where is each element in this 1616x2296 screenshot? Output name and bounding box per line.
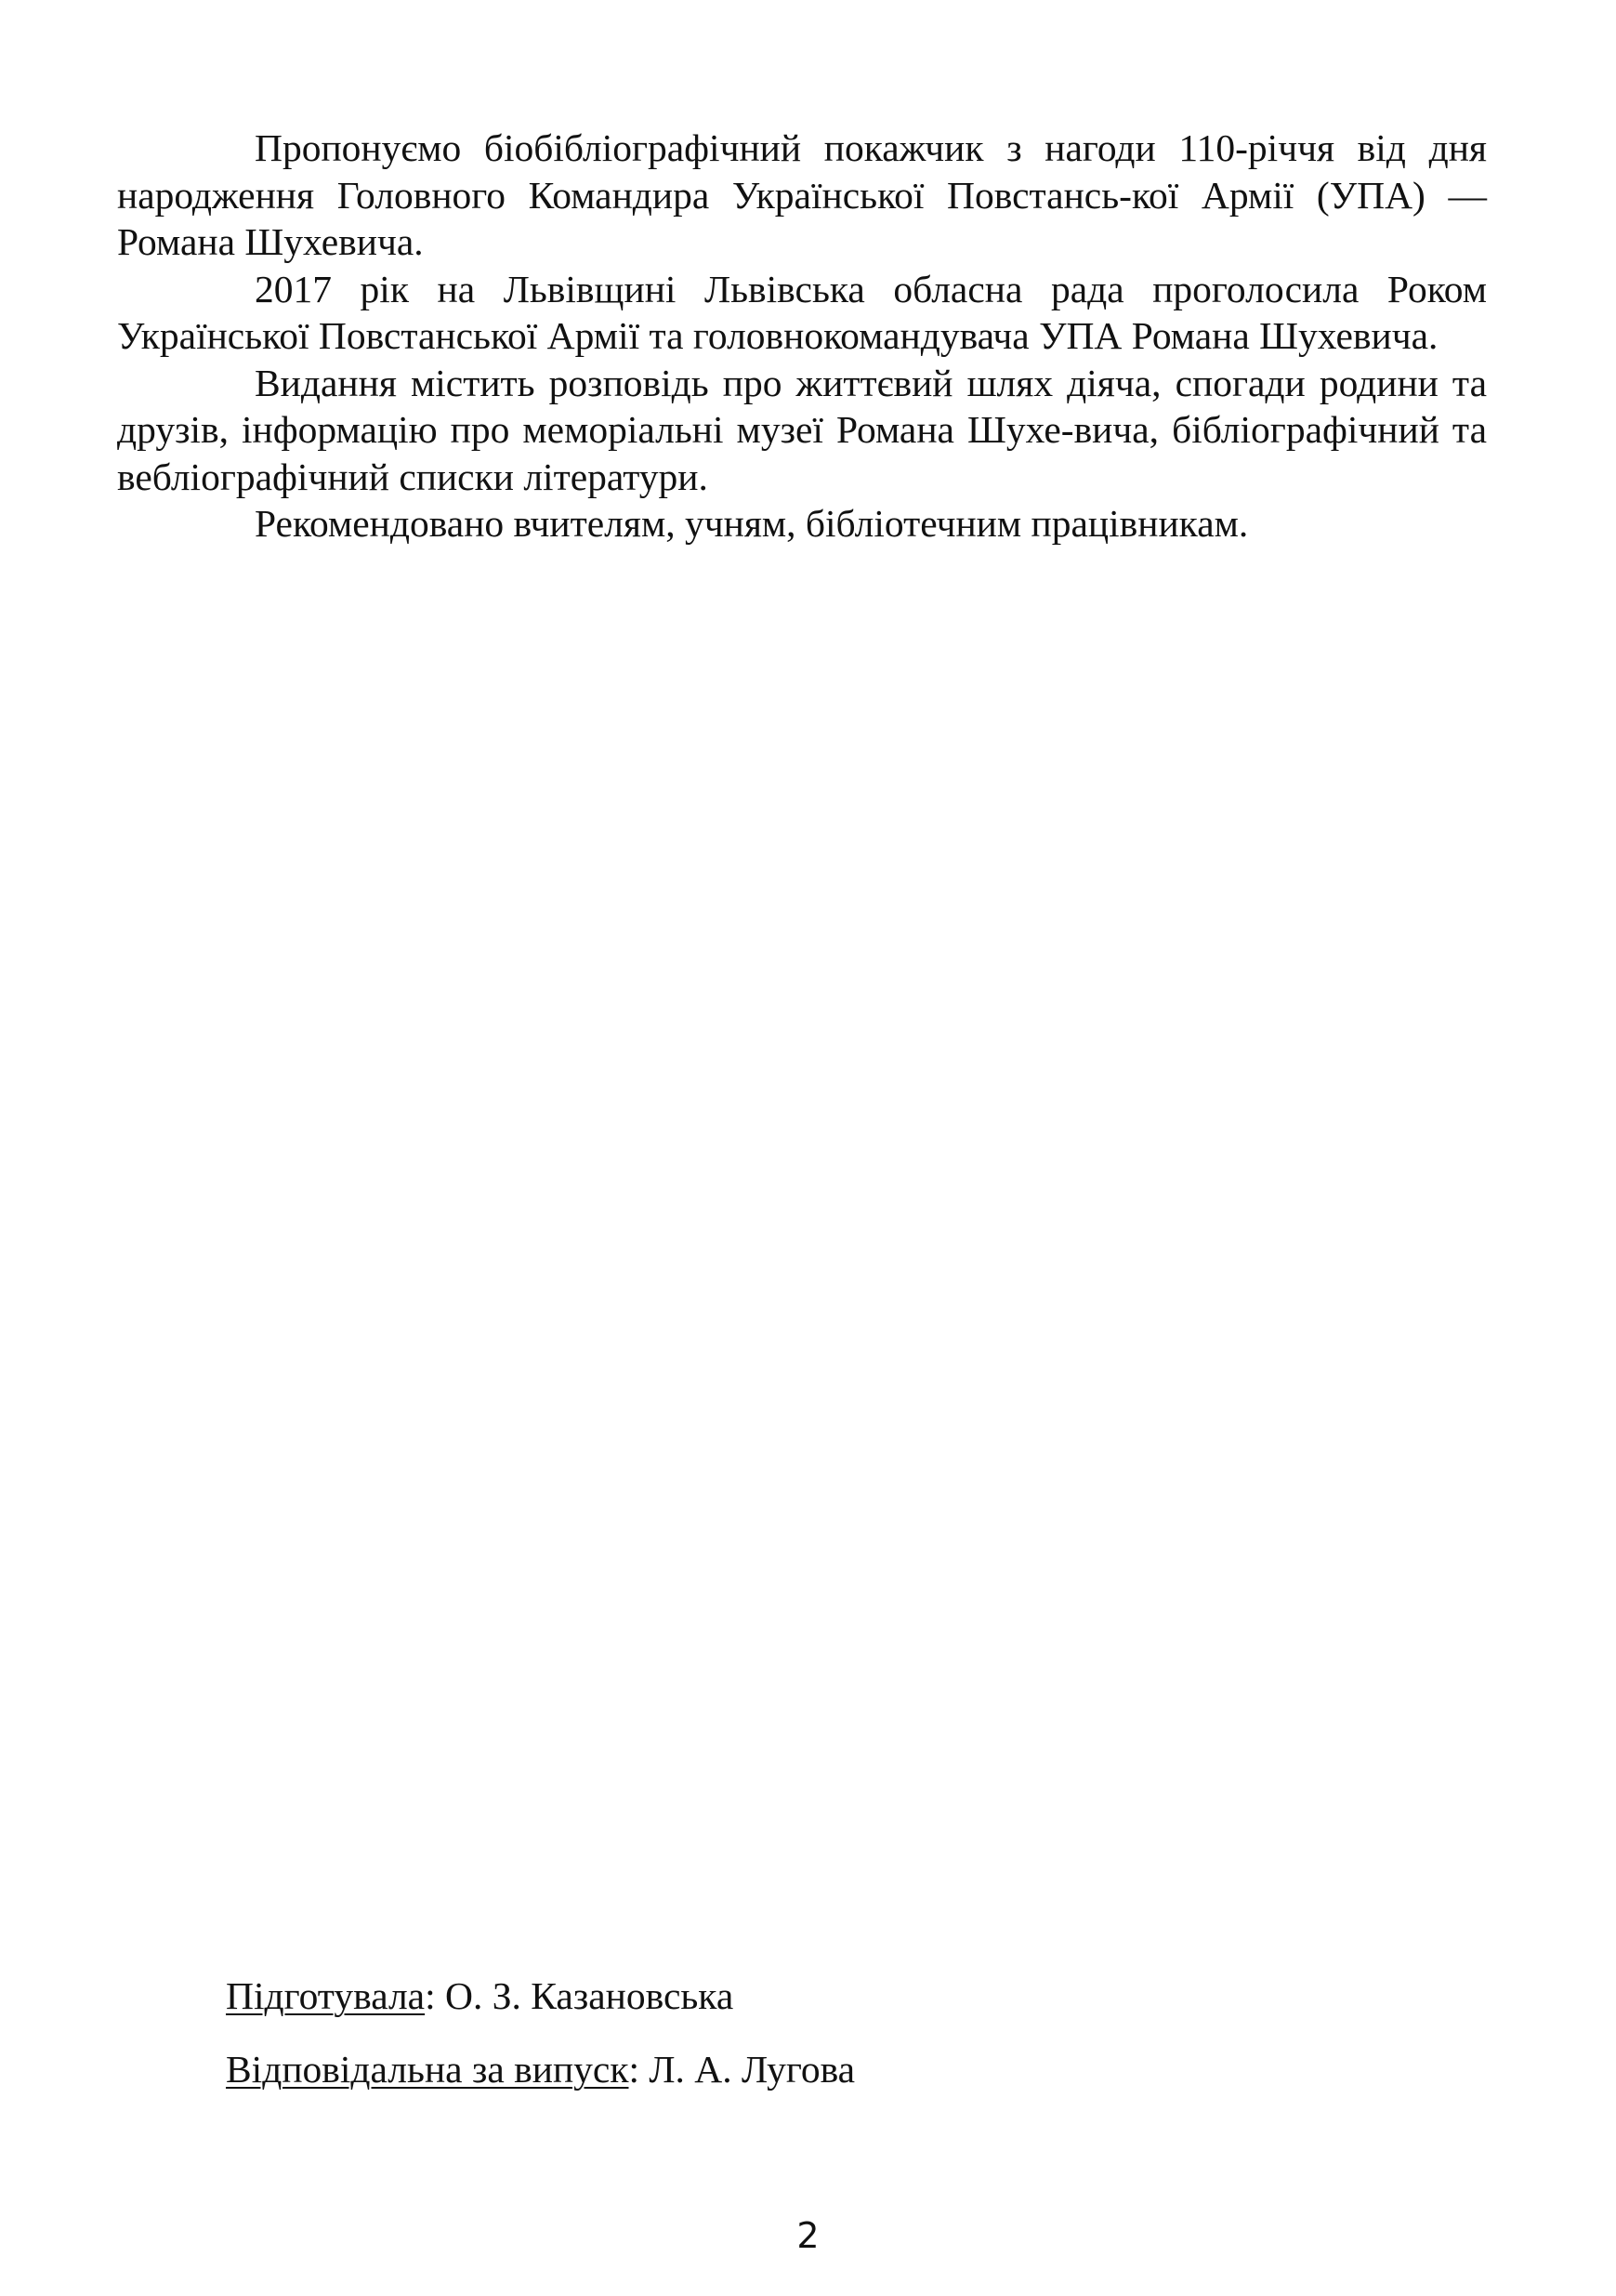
paragraph-audience: Рекомендовано вчителям, учням, бібліотечним працівникам. xyxy=(255,502,1249,545)
annotation-text xyxy=(117,125,1487,548)
paragraph-year-declaration: 2017 рік на Львівщині Львівська обласна рада проголосила Роком Української Повстанської Армії та головнокомандувача УПА Романа Шухевича. xyxy=(117,267,1487,357)
credit-prepared-label: Підготувала xyxy=(226,1974,426,2017)
credit-responsible-name: Л. А. Лугова xyxy=(649,2048,856,2091)
credits-block xyxy=(226,1973,1434,2092)
credit-responsible-separator: : xyxy=(628,2048,650,2091)
page-number: 2 xyxy=(796,2215,820,2256)
credit-prepared-name: О. З. Казановська xyxy=(445,1974,734,2017)
credit-prepared-separator: : xyxy=(425,1974,446,2017)
credit-responsible-label: Відповідальна за випуск xyxy=(226,2048,629,2091)
credit-prepared-by xyxy=(226,1973,1434,2019)
credit-responsible xyxy=(226,2046,1434,2092)
paragraph-contents: Видання містить розповідь про життєвий шлях діяча, спогади родини та друзів, інформацію про меморіальні музеї Романа Шухе-вича, бібліографічний та вебліографічний списки літератури. xyxy=(117,361,1487,498)
paragraph-intro: Пропонуємо біобібліографічний покажчик з нагоди 110-річчя від дня народження Головного Командира Української Повстансь-кої Армії (УПА) — Романа Шухевича. xyxy=(117,126,1487,263)
